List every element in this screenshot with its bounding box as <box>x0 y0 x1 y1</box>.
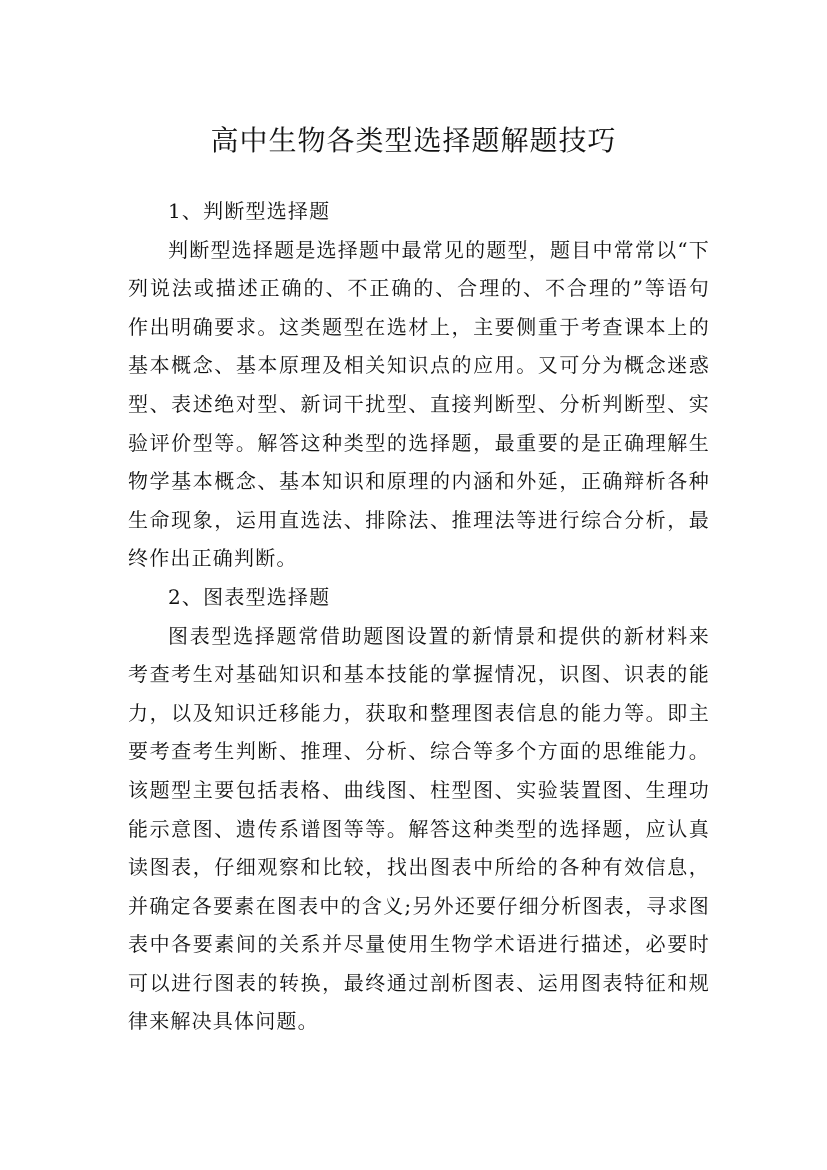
section-judgment-type <box>128 192 710 578</box>
section-heading: 2、图表型选择题 <box>168 584 331 609</box>
section-heading: 1、判断型选择题 <box>168 199 331 223</box>
document-body <box>128 192 710 1041</box>
section-chart-type <box>128 578 710 1041</box>
document-title: 高中生物各类型选择题解题技巧 <box>210 123 617 157</box>
section-paragraph: 图表型选择题常借助题图设置的新情景和提供的新材料来考查考生对基础知识和基本技能的掌握情况，识图、识表的能力，以及知识迁移能力，获取和整理图表信息的能力等。即主要考查考生判断、推理、分析、综合等多个方面的思维能力。该题型主要包括表格、曲线图、柱型图、实验装置图、生理功能示意图、遗传系谱图等等。解答这种类型的选择题，应认真读图表，仔细观察和比较，找出图表中所给的各种有效信息，并确定各要素在图表中的含义;另外还要仔细分析图表，寻求图表中各要素间的关系并尽量使用生物学术语进行描述，必要时可以进行图表的转换，最终通过剖析图表、运用图表特征和规律来解决具体问题。 <box>128 623 710 1034</box>
section-paragraph: 判断型选择题是选择题中最常见的题型，题目中常常以“下列说法或描述正确的、不正确的、合理的、不合理的”等语句作出明确要求。这类题型在选材上，主要侧重于考查课本上的基本概念、基本原理及相关知识点的应用。又可分为概念迷惑型、表述绝对型、新词干扰型、直接判断型、分析判断型、实验评价型等。解答这种类型的选择题，最重要的是正确理解生物学基本概念、基本知识和原理的内涵和外延，正确辩析各种生命现象，运用直选法、排除法、推理法等进行综合分析，最终作出正确判断。 <box>128 237 710 571</box>
